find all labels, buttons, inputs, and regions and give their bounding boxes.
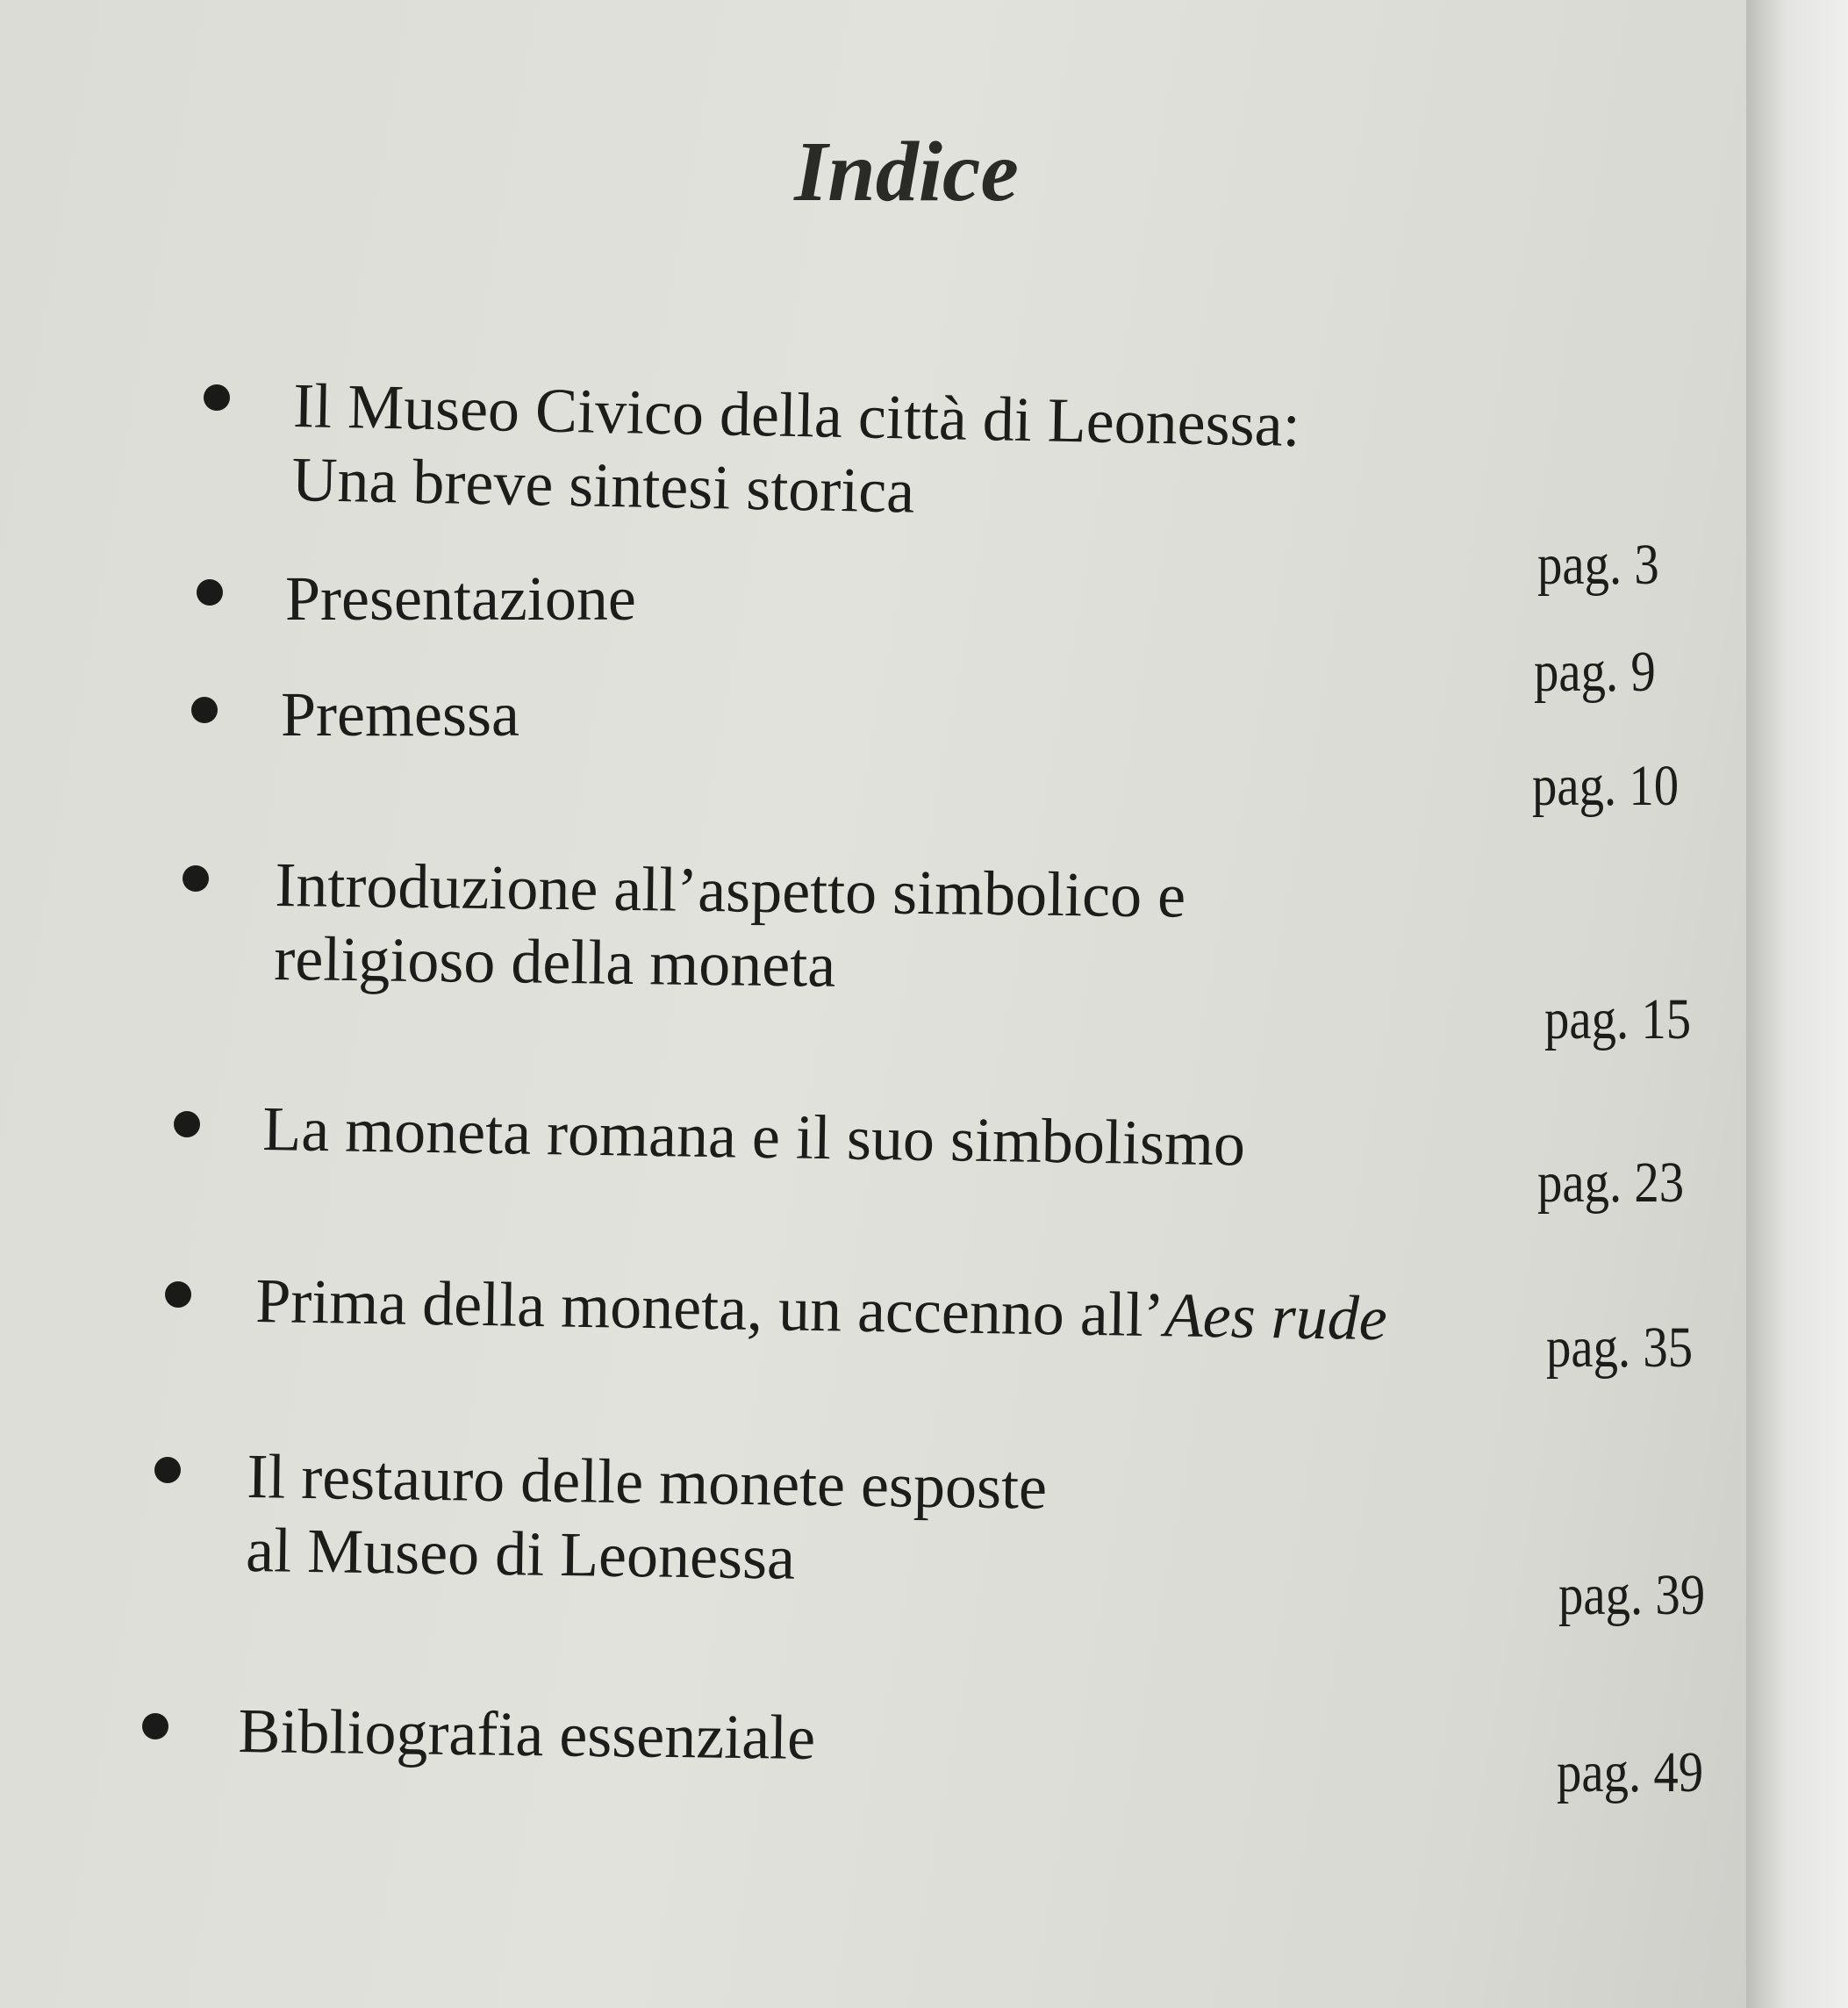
page-number: pag. 39 xyxy=(1558,1563,1706,1627)
entry-line: Il restauro delle monete esposte xyxy=(246,1440,1048,1523)
toc-entry-introduzione[interactable] xyxy=(274,848,1186,1007)
page-number: pag. 9 xyxy=(1534,640,1656,704)
bullet-icon xyxy=(191,697,218,723)
toc-entry-museo-civico[interactable] xyxy=(291,369,1301,535)
entry-text: Prima della moneta, un accenno all’ xyxy=(254,1265,1165,1351)
entry-text-italic: Aes rude xyxy=(1164,1280,1388,1354)
entry-line: al Museo di Leonessa xyxy=(245,1514,796,1593)
toc-entry-restauro[interactable] xyxy=(246,1439,1048,1598)
page-title: Indice xyxy=(794,125,1019,219)
bullet-icon xyxy=(154,1457,181,1483)
bullet-icon xyxy=(197,579,223,606)
toc-entry-presentazione[interactable] xyxy=(285,562,636,635)
page-number: pag. 3 xyxy=(1537,533,1659,597)
page-number: pag. 49 xyxy=(1557,1740,1704,1804)
entry-line: Il Museo Civico della città di Leonessa: xyxy=(292,369,1301,461)
entry-line: Premessa xyxy=(281,679,519,749)
page-number: pag. 23 xyxy=(1537,1151,1685,1215)
bullet-icon xyxy=(183,865,209,892)
toc-entry-premessa[interactable] xyxy=(281,678,519,751)
entry-line: Bibliografia essenziale xyxy=(237,1695,816,1774)
toc-entry-aes-rude[interactable] xyxy=(255,1264,1388,1355)
page-edge-shadow xyxy=(1746,0,1848,2008)
toc-entry-bibliografia[interactable] xyxy=(238,1694,816,1775)
entry-line: Introduzione all’aspetto simbolico e xyxy=(274,849,1186,931)
entry-line: religioso della moneta xyxy=(273,922,836,1000)
bullet-icon xyxy=(174,1111,200,1137)
bullet-icon xyxy=(142,1713,168,1739)
bullet-icon xyxy=(165,1281,191,1308)
entry-line: Una breve sintesi storica xyxy=(290,443,915,527)
toc-entry-moneta-romana[interactable] xyxy=(262,1092,1246,1181)
entry-line: La moneta romana e il suo simbolismo xyxy=(261,1093,1246,1180)
entry-line: Presentazione xyxy=(285,563,636,634)
page-number: pag. 35 xyxy=(1546,1316,1694,1380)
bullet-icon xyxy=(204,384,230,411)
page-number: pag. 10 xyxy=(1532,754,1680,818)
page-number: pag. 15 xyxy=(1544,987,1692,1051)
